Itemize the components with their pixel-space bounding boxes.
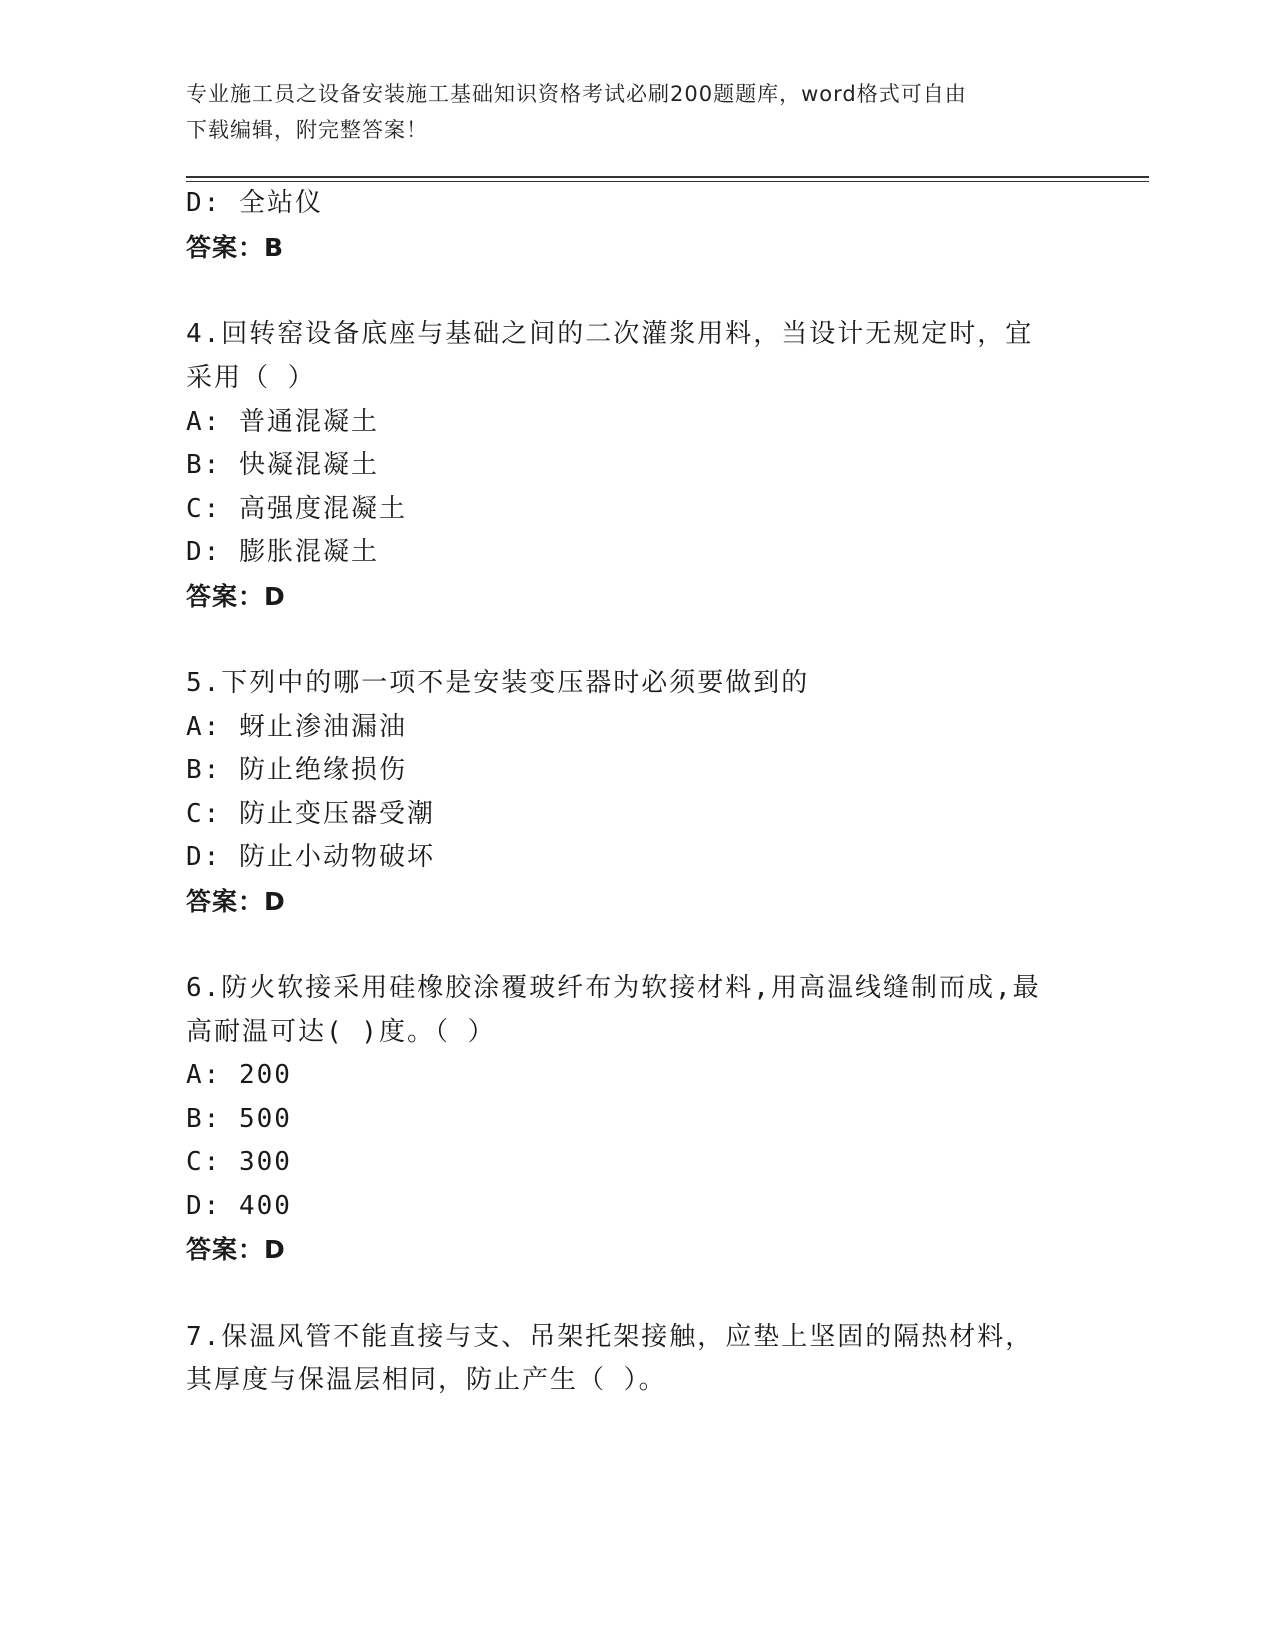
q4-option-c: C: 高强度混凝土	[186, 494, 407, 524]
header-divider-thin	[186, 181, 1149, 182]
q6-stem-line-2: 高耐温可达( )度。（ ）	[186, 1017, 496, 1047]
q4-option-d: D: 膨胀混凝土	[186, 537, 379, 567]
q6-option-b: B: 500	[186, 1104, 292, 1134]
q7-stem-line-1: 7.保温风管不能直接与支、吊架托架接触，应垫上坚固的隔热材料，	[186, 1322, 1034, 1352]
q5-option-a: A: 蚜止渗油漏油	[186, 712, 407, 742]
q5-option-c: C: 防止变压器受潮	[186, 799, 435, 829]
q4-stem-line-2: 采用（ ）	[186, 363, 316, 393]
q4-answer: 答案：D	[186, 582, 286, 611]
q4-option-a: A: 普通混凝土	[186, 407, 379, 437]
q6-option-c: C: 300	[186, 1147, 292, 1177]
q6-option-a: A: 200	[186, 1060, 292, 1090]
header-title-line-1: 专业施工员之设备安装施工基础知识资格考试必刷200题题库，word格式可自由	[186, 82, 967, 106]
q6-answer: 答案：D	[186, 1235, 286, 1264]
q4-option-b: B: 快凝混凝土	[186, 450, 379, 480]
q5-stem-line-1: 5.下列中的哪一项不是安装变压器时必须要做到的	[186, 668, 810, 698]
q6-stem-line-1: 6.防火软接采用硅橡胶涂覆玻纤布为软接材料,用高温线缝制而成,最	[186, 973, 1041, 1003]
q3-option-d: D: 全站仪	[186, 188, 323, 218]
q4-stem-line-1: 4.回转窑设备底座与基础之间的二次灌浆用料，当设计无规定时，宜	[186, 319, 1034, 349]
page-header	[186, 76, 1066, 148]
q5-answer: 答案：D	[186, 887, 286, 916]
header-title-line-2: 下载编辑，附完整答案！	[186, 118, 428, 142]
q3-answer: 答案：B	[186, 233, 285, 262]
header-divider-thick	[186, 176, 1149, 178]
q7-stem-line-2: 其厚度与保温层相同，防止产生（ ）。	[186, 1365, 667, 1395]
q6-option-d: D: 400	[186, 1191, 292, 1221]
q5-option-b: B: 防止绝缘损伤	[186, 755, 407, 785]
q5-option-d: D: 防止小动物破坏	[186, 842, 435, 872]
